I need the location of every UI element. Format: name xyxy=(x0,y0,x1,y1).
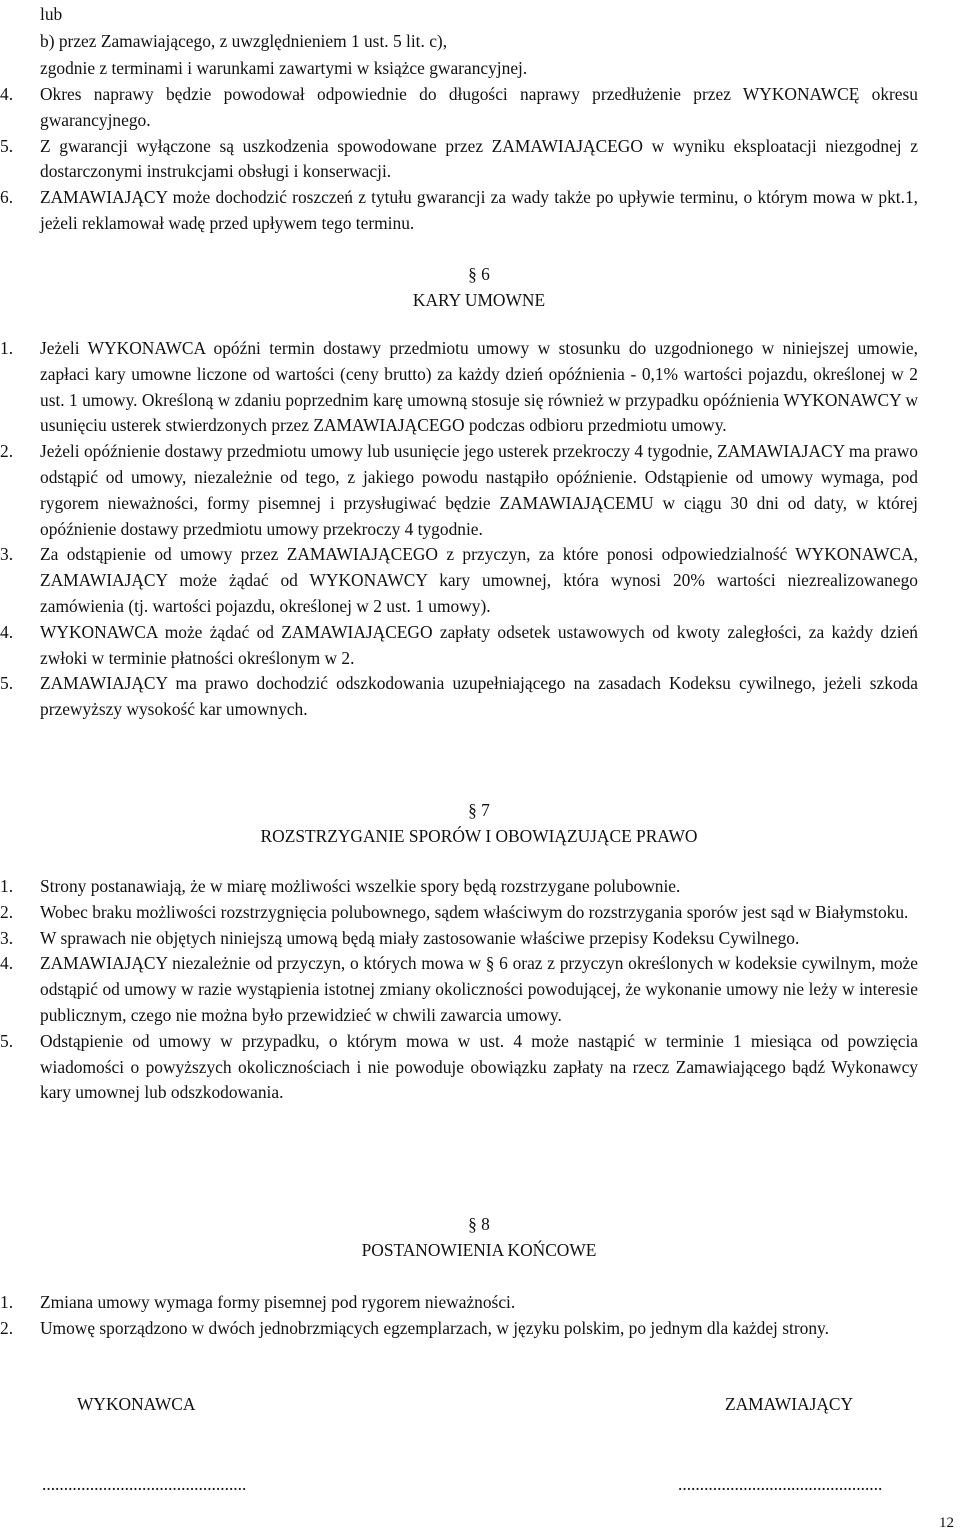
section-6-list xyxy=(0,336,918,723)
list-item xyxy=(0,82,918,134)
list-item xyxy=(0,542,918,619)
list-item xyxy=(0,185,918,237)
item-text: ZAMAWIAJĄCY ma prawo dochodzić odszkodowania uzupełniającego na zasadach Kodeksu cywilnego, jeżeli szkoda przewyższy wysokość kar umownych. xyxy=(40,673,918,720)
item-number: 2. xyxy=(0,901,14,922)
item-number: 5. xyxy=(0,135,14,156)
list-item xyxy=(0,900,918,926)
item-text: Umowę sporządzono w dwóch jednobrzmiących egzemplarzach, w języku polskim, po jednym dla każdej strony. xyxy=(40,1317,829,1338)
list-item xyxy=(0,1290,918,1316)
item-text: Strony postanawiają, że w miarę możliwości wszelkie spory będą rozstrzygane polubownie. xyxy=(40,876,681,896)
item-number: 5. xyxy=(0,673,14,694)
item-text: Zmiana umowy wymaga formy pisemnej pod rygorem nieważności. xyxy=(40,1292,516,1312)
section-number: § 8 xyxy=(468,1214,490,1234)
list-item xyxy=(0,1029,918,1106)
signature-label-contractor: WYKONAWCA xyxy=(77,1394,196,1414)
list-item xyxy=(0,620,918,672)
intro-item-b: b) przez Zamawiającego, z uwzględnieniem 1 ust. 5 lit. c), xyxy=(40,31,448,51)
item-number: 5. xyxy=(0,1030,14,1051)
section-7-list xyxy=(0,874,918,1106)
item-text: Wobec braku możliwości rozstrzygnięcia polubownego, sądem właściwym do rozstrzygania sporów jest sąd w Białymstoku. xyxy=(40,901,909,922)
item-text: Odstąpienie od umowy w przypadku, o którym mowa w ust. 4 może nastąpić w terminie 1 miesiąca od powzięcia wiadomości o powyższych okolicznościach i nie powoduje obowiązku zapłaty na rzecz Zamawiającego bądź Wykonawcy kary umownej lub odszkodowania. xyxy=(40,1030,918,1103)
section-title: KARY UMOWNE xyxy=(412,289,546,310)
section-6-heading xyxy=(40,262,918,314)
list-item xyxy=(0,926,918,952)
list-item xyxy=(0,134,918,186)
list-item xyxy=(0,336,918,439)
item-number: 1. xyxy=(0,338,14,358)
section-number: § 7 xyxy=(468,800,490,820)
intro-lub: lub xyxy=(40,4,63,24)
intro-item-b-cont: zgodnie z terminami i warunkami zawartymi w książce gwarancyjnej. xyxy=(40,58,528,78)
signature-line-contractor: ............................................... xyxy=(42,1474,247,1494)
list-item xyxy=(0,439,918,542)
signature-label-client: ZAMAWIAJĄCY xyxy=(725,1394,854,1414)
item-text: Okres naprawy będzie powodował odpowiednie do długości naprawy przedłużenie przez WYKONAWCĘ okresu gwarancyjnego. xyxy=(40,84,918,130)
list-item xyxy=(0,874,918,900)
section-title: ROZSTRZYGANIE SPORÓW I OBOWIĄZUJĄCE PRAWO xyxy=(260,825,698,846)
item-text: Za odstąpienie od umowy przez ZAMAWIAJĄCEGO z przyczyn, za które ponosi odpowiedzialność WYKONAWCA, ZAMAWIAJĄCY może żądać od WYKONAWCY kary umownej, która wynosi 20% wartości niezrealizowanego zamówienia (tj. wartości pojazdu, określonej w 2 ust. 1 umowy). xyxy=(40,544,918,616)
item-number: 1. xyxy=(0,1292,14,1312)
section-7-heading xyxy=(40,798,918,850)
item-number: 4. xyxy=(0,621,14,642)
item-text: W sprawach nie objętych niniejszą umową będą miały zastosowanie właściwe przepisy Kodeksu Cywilnego. xyxy=(40,927,800,948)
list-item xyxy=(0,1316,918,1342)
item-number: 2. xyxy=(0,441,14,462)
signature-line-client: ............................................... xyxy=(678,1474,883,1494)
item-number: 2. xyxy=(0,1317,14,1338)
warranty-list xyxy=(0,82,918,237)
section-title: POSTANOWIENIA KOŃCOWE xyxy=(361,1239,597,1260)
item-text: Z gwarancji wyłączone są uszkodzenia spowodowane przez ZAMAWIAJĄCEGO w wyniku eksploatacji niezgodnej z dostarczonymi instrukcjami obsługi i konserwacji. xyxy=(40,135,918,182)
page-number: 12 xyxy=(939,1515,954,1531)
item-text: ZAMAWIAJĄCY może dochodzić roszczeń z tytułu gwarancji za wady także po upływie terminu, o którym mowa w pkt.1, jeżeli reklamował wadę przed upływem tego terminu. xyxy=(40,187,918,233)
item-number: 3. xyxy=(0,927,14,948)
section-number: § 6 xyxy=(468,264,490,284)
section-8-heading xyxy=(40,1212,918,1264)
item-number: 4. xyxy=(0,84,14,104)
item-text: WYKONAWCA może żądać od ZAMAWIAJĄCEGO zapłaty odsetek ustawowych od kwoty zaległości, za każdy dzień zwłoki w terminie płatności określonym w 2. xyxy=(40,621,918,668)
list-item xyxy=(0,951,918,1028)
item-text: Jeżeli opóźnienie dostawy przedmiotu umowy lub usunięcie jego usterek przekroczy 4 tygodnie, ZAMAWIAJACY ma prawo odstąpić od umowy, niezależnie od tego, z jakiego powodu nastąpiło opóźnienie. Odstąpienie od umowy wymaga, pod rygorem nieważności, formy pisemnej i przysługiwać będzie ZAMAWIAJĄCEMU w ciągu 30 dni od daty, w której opóźnienie dostawy przedmiotu umowy przekroczy 4 tygodnie. xyxy=(40,441,918,539)
section-8-list xyxy=(0,1290,918,1342)
item-number: 3. xyxy=(0,544,14,565)
item-number: 6. xyxy=(0,187,14,208)
list-item xyxy=(0,671,918,723)
item-number: 4. xyxy=(0,953,14,974)
item-text: Jeżeli WYKONAWCA opóźni termin dostawy przedmiotu umowy w stosunku do uzgodnionego w niniejszej umowie, zapłaci kary umowne liczone od wartości (ceny brutto) za każdy dzień opóźnienia - 0,1% wartości pojazdu, określonej w 2 ust. 1 umowy. Określoną w zdaniu poprzednim karę umowną stosuje się również w przypadku opóźnienia WYKONAWCY w usunięciu usterek stwierdzonych przez ZAMAWIAJĄCEGO podczas odbioru przedmiotu umowy. xyxy=(40,338,918,436)
item-number: 1. xyxy=(0,876,14,896)
item-text: ZAMAWIAJĄCY niezależnie od przyczyn, o których mowa w § 6 oraz z przyczyn określonych w kodeksie cywilnym, może odstąpić od umowy w razie wystąpienia istotnej zmiany okoliczności powodującej, że wykonanie umowy nie leży w interesie publicznym, czego nie można było przewidzieć w chwili zawarcia umowy. xyxy=(40,953,918,1025)
